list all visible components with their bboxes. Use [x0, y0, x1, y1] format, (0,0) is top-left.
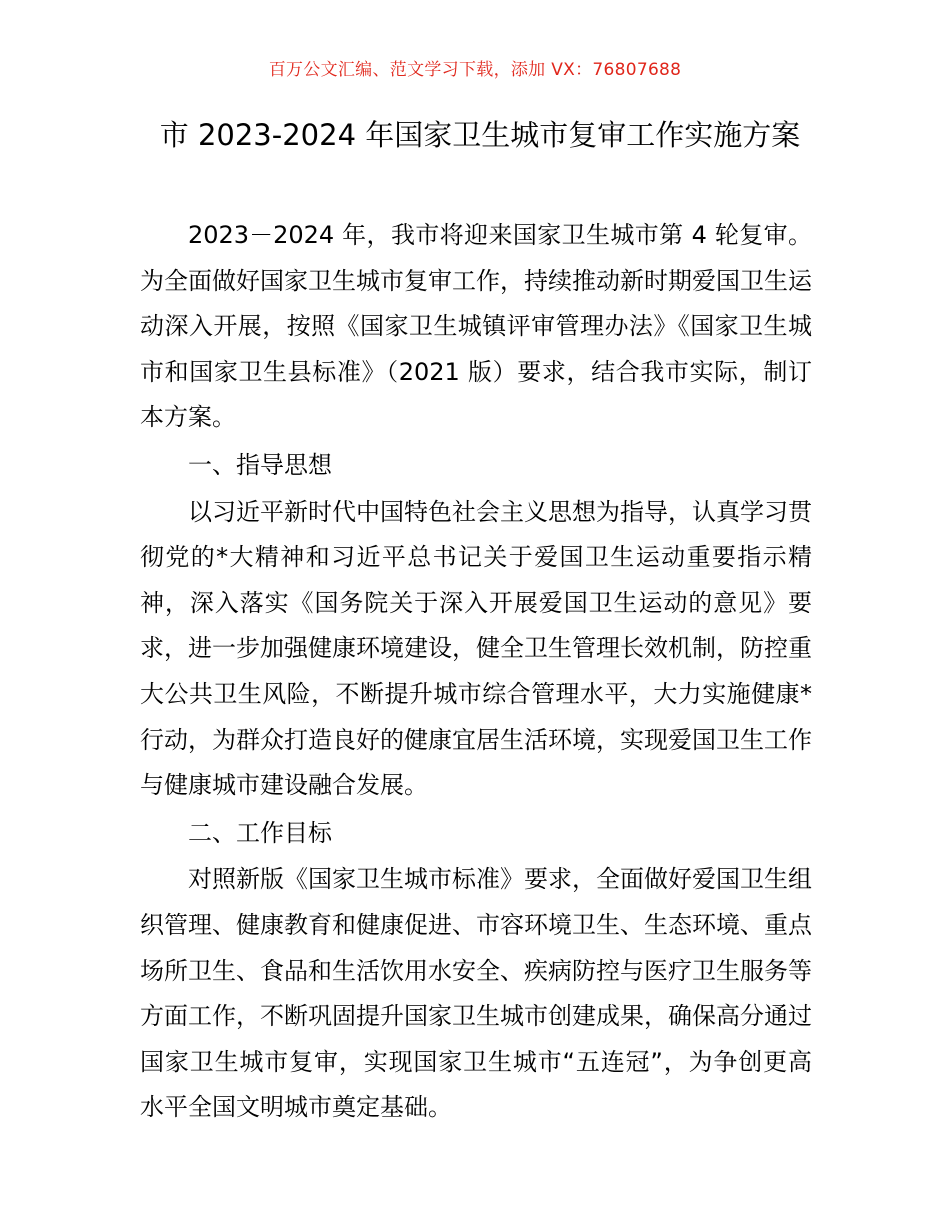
intro-paragraph: 2023－2024 年，我市将迎来国家卫生城市第 4 轮复审。为全面做好国家卫生城市复审工作，持续推动新时期爱国卫生运动深入开展，按照《国家卫生城镇评审管理办法》《国家卫生城市和国家卫生县标准》（2021 版）要求，结合我市实际，制订本方案。 [140, 221, 812, 432]
document-title: 市 2023-2024 年国家卫生城市复审工作实施方案 [159, 118, 801, 152]
document-body [140, 213, 812, 1131]
section-heading-work-goals: 二、工作目标 [188, 818, 332, 847]
header-watermark-note: 百万公文汇编、范文学习下载，添加 VX：76807688 [268, 60, 682, 80]
section-heading-guiding-ideology: 一、指导思想 [188, 450, 332, 479]
work-goals-paragraph: 对照新版《国家卫生城市标准》要求，全面做好爱国卫生组织管理、健康教育和健康促进、市容环境卫生、生态环境、重点场所卫生、食品和生活饮用水安全、疾病防控与医疗卫生服务等方面工作，不断巩固提升国家卫生城市创建成果，确保高分通过国家卫生城市复审，实现国家卫生城市“五连冠”，为争创更高水平全国文明城市奠定基础。 [140, 865, 812, 1122]
guiding-ideology-paragraph: 以习近平新时代中国特色社会主义思想为指导，认真学习贯彻党的*大精神和习近平总书记关于爱国卫生运动重要指示精神，深入落实《国务院关于深入开展爱国卫生运动的意见》要求，进一步加强健康环境建设，健全卫生管理长效机制，防控重大公共卫生风险，不断提升城市综合管理水平，大力实施健康*行动，为群众打造良好的健康宜居生活环境，实现爱国卫生工作与健康城市建设融合发展。 [140, 497, 812, 800]
